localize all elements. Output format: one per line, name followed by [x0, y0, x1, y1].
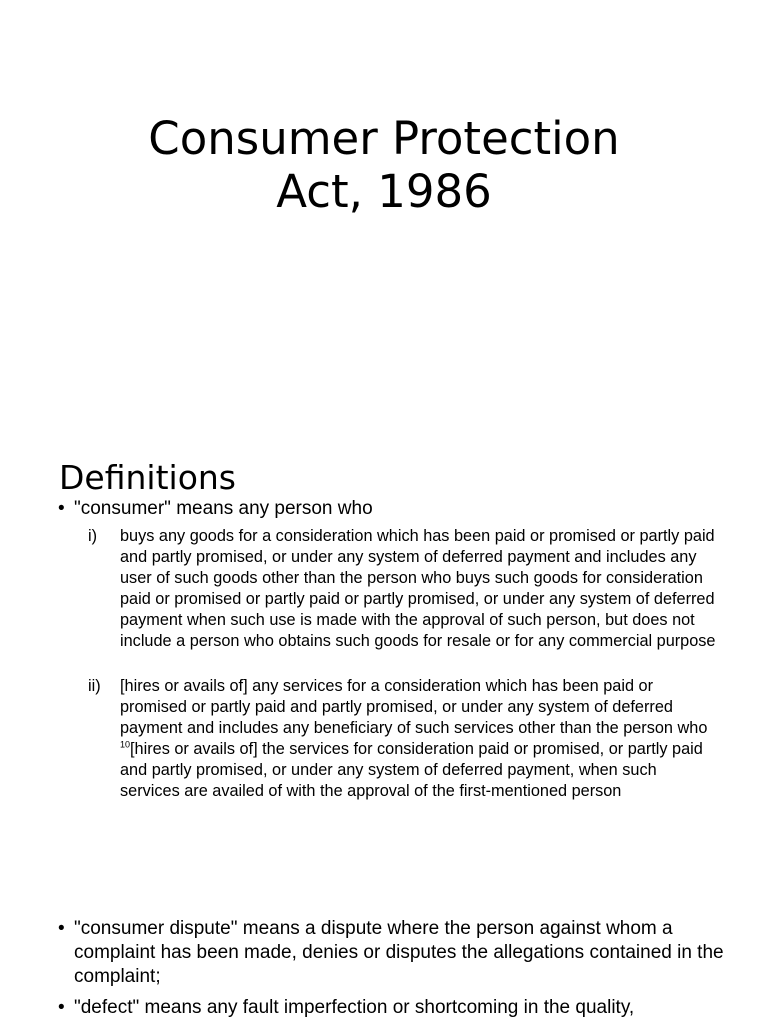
footnote-superscript: 10 — [120, 739, 131, 750]
consumer-item-ii — [88, 676, 720, 802]
item-text-before: [hires or avails of] any services for a consideration which has been paid or promised or partly paid and partly promised, or under any system of deferred payment and includes any beneficiary of such services other than the person who — [120, 677, 708, 737]
item-text-after: [hires or avails of] the services for consideration paid or promised, or partly paid and partly promised, or under any system of deferred payment, when such services are availed of with the approval of the first-mentioned person — [120, 740, 703, 800]
consumer-bullet-text: "consumer" means any person who — [74, 498, 373, 519]
bullet-dot: • — [58, 918, 65, 939]
defect-text: "defect" means any fault imperfection or shortcoming in the quality, — [74, 997, 635, 1018]
consumer-item-i — [88, 526, 720, 652]
bullet-dot: • — [58, 997, 65, 1018]
title-line-2: Act, 1986 — [276, 165, 492, 218]
consumer-bullet — [58, 497, 734, 521]
consumer-dispute-text: "consumer dispute" means a dispute where the person against whom a complaint has been made, denies or disputes the allegations contained in the complaint; — [74, 918, 724, 987]
item-number: ii) — [88, 677, 101, 695]
defect-bullet — [58, 996, 734, 1020]
definitions-heading: Definitions — [59, 458, 236, 497]
item-text: buys any goods for a consideration which has been paid or promised or partly paid and partly promised, or under any system of deferred payment and includes any user of such goods other than the person who buys such goods for consideration paid or promised or partly paid or partly promised, or under any system of deferred payment when such use is made with the approval of such person, but does not include a person who obtains such goods for resale or for any commercial purpose — [120, 527, 716, 650]
consumer-dispute-bullet — [58, 917, 734, 989]
bullet-dot: • — [58, 498, 65, 519]
item-number: i) — [88, 527, 98, 545]
slide-title — [0, 112, 768, 218]
title-line-1: Consumer Protection — [148, 112, 620, 165]
